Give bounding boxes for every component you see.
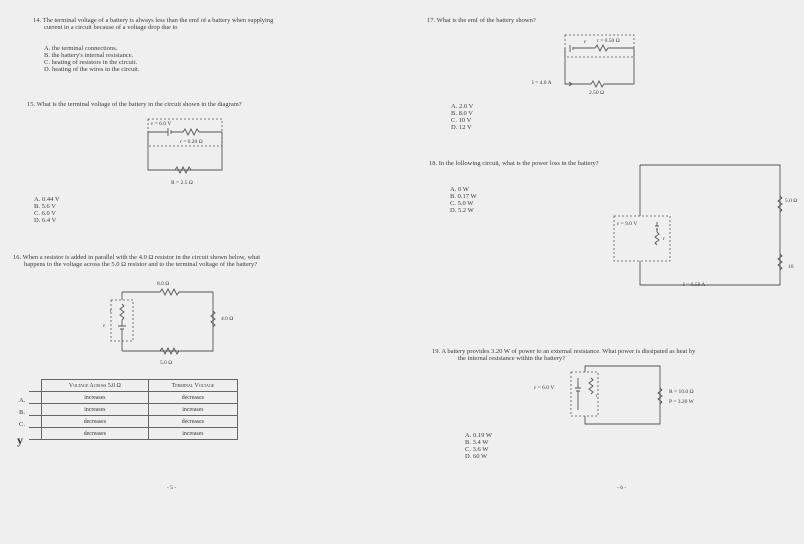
- q17-stem: 17. What is the emf of the battery shown?: [427, 17, 536, 24]
- q16-stem-cont: happens to the voltage across the 5.0 Ω resistor and to the terminal voltage of the battery?: [24, 261, 258, 268]
- q16-stem: 16. When a resistor is added in parallel with the 4.0 Ω resistor in the circuit shown below, what: [13, 254, 261, 261]
- q15-r-label: r = 0.20 Ω: [180, 139, 203, 145]
- q19-option-c[interactable]: C. 3.6 W: [465, 446, 489, 453]
- q16-4ohm-label: 4.0 Ω: [221, 316, 234, 322]
- q19-option-a[interactable]: A. 0.19 W: [465, 432, 492, 439]
- q18-emf-label: ε = 9.0 V: [617, 221, 638, 227]
- q14-option-b[interactable]: B. the battery's internal resistance.: [44, 52, 134, 59]
- q19-stem-cont: the internal resistance within the battery?: [458, 355, 566, 362]
- q19-r-label: r: [596, 393, 598, 399]
- table-header-voltage: Voltage Across 5.0 Ω: [42, 380, 149, 392]
- q16-8ohm-label: 8.0 Ω: [157, 281, 170, 287]
- q14-option-d[interactable]: D. heating of the wires in the circuit.: [44, 66, 140, 73]
- q18-option-c[interactable]: C. 5.0 W: [450, 200, 474, 207]
- q18-option-b[interactable]: B. 0.17 W: [450, 193, 477, 200]
- q16-5ohm-label: 5.0 Ω: [160, 360, 173, 366]
- table-cell: decreases: [148, 392, 237, 404]
- q17-I-label: I = 4.0 A: [532, 80, 552, 86]
- table-cell: decreases: [42, 416, 149, 428]
- q17-emf-label: ε: [584, 39, 587, 45]
- table-cell: increases: [148, 428, 237, 440]
- q17-option-c[interactable]: C. 10 V: [451, 117, 472, 124]
- q14-stem-cont: current in a circuit because of a voltage drop due to: [44, 24, 178, 31]
- q18-option-d[interactable]: D. 5.2 W: [450, 207, 474, 214]
- q18-5ohm-label: 5.0 Ω: [785, 198, 798, 204]
- page-number-right: - 6 -: [617, 485, 627, 491]
- q15-R-label: R = 2.5 Ω: [171, 180, 193, 186]
- q18-I-label: I = 0.58 A: [683, 282, 706, 288]
- q17-option-d[interactable]: D. 12 V: [451, 124, 472, 131]
- q17-option-b[interactable]: B. 8.0 V: [451, 110, 473, 117]
- table-cell: increases: [42, 404, 149, 416]
- q19-P-label: P = 3.20 W: [669, 399, 694, 405]
- q15-emf-label: ε = 6.0 V: [151, 121, 172, 127]
- q17-option-a[interactable]: A. 2.0 V: [451, 103, 474, 110]
- page-number-left: - 5 -: [167, 485, 177, 491]
- q18-10ohm-label: 10: [788, 264, 794, 270]
- row-letter-c: C.: [19, 421, 25, 428]
- row-letter-b: B.: [19, 409, 25, 416]
- q14-option-c[interactable]: C. heating of resistors in the circuit.: [44, 59, 138, 66]
- table-cell: decreases: [148, 416, 237, 428]
- q17-r-label: r = 0.50 Ω: [597, 38, 620, 44]
- table-header-terminal: Terminal Voltage: [148, 380, 237, 392]
- q19-stem: 19. A battery provides 3.20 W of power to an external resistance. What power is dissipated as heat by: [432, 348, 696, 355]
- q14-stem: 14. The terminal voltage of a battery is always less than the emf of a battery when supplying: [33, 17, 274, 24]
- q18-stem: 18. In the following circuit, what is the power loss in the battery?: [429, 160, 599, 167]
- table-cell: increases: [148, 404, 237, 416]
- q15-stem: 15. What is the terminal voltage of the battery in the circuit shown in the diagram?: [27, 101, 242, 108]
- q18-r-label: r: [663, 236, 665, 242]
- q19-option-b[interactable]: B. 3.4 W: [465, 439, 489, 446]
- q16-emf-label: ε: [103, 323, 106, 329]
- q17-R-label: 2.50 Ω: [589, 90, 605, 96]
- q18-option-a[interactable]: A. 0 W: [450, 186, 469, 193]
- q19-option-d[interactable]: D. 60 W: [465, 453, 488, 460]
- q14-option-a[interactable]: A. the terminal connections.: [44, 45, 118, 52]
- q15-option-d[interactable]: D. 6.4 V: [34, 217, 57, 224]
- q19-options: [465, 432, 492, 460]
- q15-option-c[interactable]: C. 6.0 V: [34, 210, 56, 217]
- q19-emf-label: ε = 6.0 V: [534, 385, 555, 391]
- row-letter-a: A.: [19, 397, 26, 404]
- q15-option-a[interactable]: A. 0.44 V: [34, 196, 60, 203]
- q16-r-label: r: [110, 308, 112, 314]
- table-cell: increases: [42, 392, 149, 404]
- q19-R-label: R = 10.0 Ω: [669, 389, 694, 395]
- row-letter-d-handwritten: y: [17, 433, 23, 447]
- q15-option-b[interactable]: B. 5.6 V: [34, 203, 56, 210]
- table-cell: decreases: [42, 428, 149, 440]
